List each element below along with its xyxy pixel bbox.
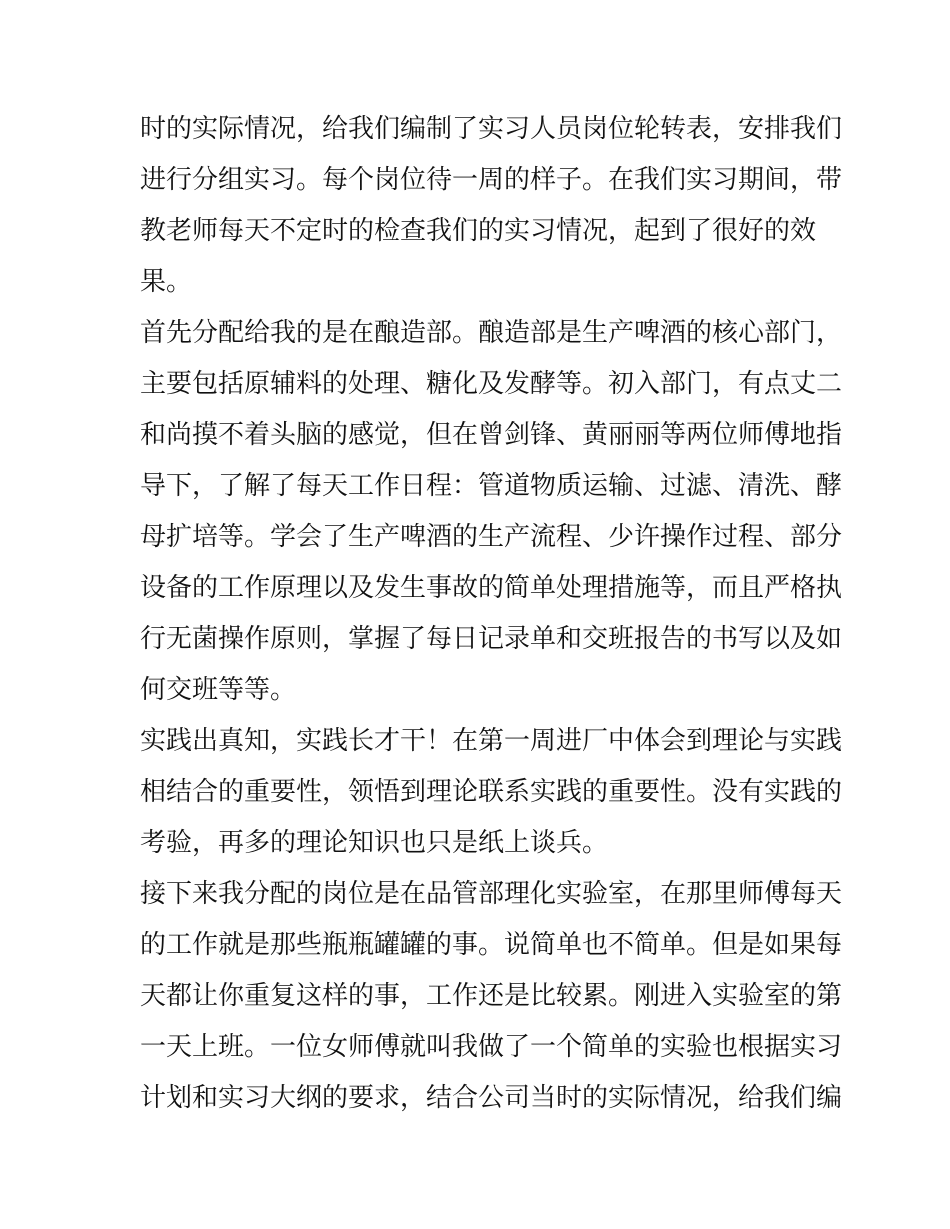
text-line: 首先分配给我的是在酿造部。酿造部是生产啤酒的核心部门， [140,318,843,348]
paragraph-2 [140,308,843,716]
text-line: 进行分组实习。每个岗位待一周的样子。在我们实习期间，带 [140,165,843,195]
text-line: 行无菌操作原则，掌握了每日记录单和交班报告的书写以及如 [140,624,843,654]
paragraph-3 [140,716,843,869]
text-line: 相结合的重要性，领悟到理论联系实践的重要性。没有实践的 [140,777,843,807]
text-line: 接下来我分配的岗位是在品管部理化实验室，在那里师傅每天 [140,879,843,909]
text-line: 教老师每天不定时的检查我们的实习情况，起到了很好的效 [140,216,817,246]
text-line: 何交班等等。 [140,675,297,705]
text-line: 天都让你重复这样的事，工作还是比较累。刚进入实验室的第 [140,981,843,1011]
document-body [140,104,843,1124]
paragraph-4 [140,869,843,1124]
paragraph-1 [140,104,843,308]
text-line: 实践出真知，实践长才干！在第一周进厂中体会到理论与实践 [140,726,843,756]
text-line: 母扩培等。学会了生产啤酒的生产流程、少许操作过程、部分 [140,522,843,552]
text-line: 一天上班。一位女师傅就叫我做了一个简单的实验也根据实习 [140,1032,843,1062]
text-line: 考验，再多的理论知识也只是纸上谈兵。 [140,828,609,858]
text-line: 时的实际情况，给我们编制了实习人员岗位轮转表，安排我们 [140,114,843,144]
text-line: 设备的工作原理以及发生事故的简单处理措施等，而且严格执 [140,573,843,603]
text-line: 和尚摸不着头脑的感觉，但在曾剑锋、黄丽丽等两位师傅地指 [140,420,843,450]
text-line: 导下，了解了每天工作日程：管道物质运输、过滤、清洗、酵 [140,471,843,501]
text-line: 计划和实习大纲的要求，结合公司当时的实际情况，给我们编 [140,1083,843,1113]
text-line: 果。 [140,267,193,297]
text-line: 主要包括原辅料的处理、糖化及发酵等。初入部门，有点丈二 [140,369,843,399]
text-line: 的工作就是那些瓶瓶罐罐的事。说简单也不简单。但是如果每 [140,930,843,960]
